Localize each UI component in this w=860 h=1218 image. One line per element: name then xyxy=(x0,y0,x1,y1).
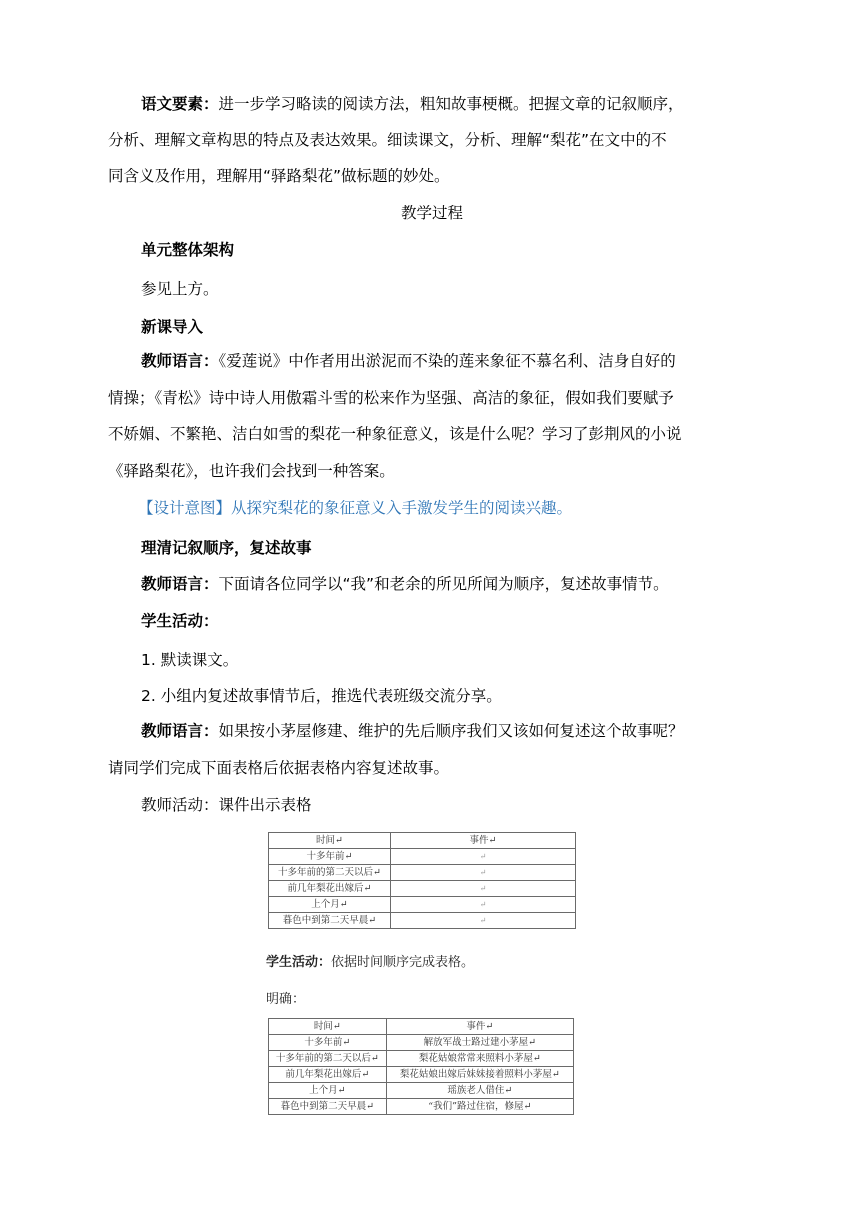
student-activity-label: 学生活动： xyxy=(141,612,219,630)
teacher-language-label: 教师语言： xyxy=(141,352,219,370)
table-cell-time: 前几年梨花出嫁后↵ xyxy=(269,881,391,897)
table-cell-event: ↵ xyxy=(390,881,575,897)
table-cell-event: 解放军战士路过建小茅屋↵ xyxy=(386,1035,573,1051)
table-cell-event: ↵ xyxy=(390,865,575,881)
table-cell-event: ↵ xyxy=(390,897,575,913)
teacher-language-1-line-2: 情操；《青松》诗中诗人用傲霜斗雪的松来作为坚强、高洁的象征，假如我们要赋予 xyxy=(108,389,674,407)
teacher-language-3-line-1: 教师语言：如果按小茅屋修建、维护的先后顺序我们又该如何复述这个故事呢？ xyxy=(141,722,684,740)
table-cell-event: “我们”路过住宿，修屋↵ xyxy=(386,1099,573,1115)
table-header-time: 时间↵ xyxy=(269,833,391,849)
table-row xyxy=(269,1035,574,1051)
clarify-label: 明确： xyxy=(266,992,306,1007)
table-cell-time: 十多年前的第二天以后↵ xyxy=(269,865,391,881)
table-header-event: 事件↵ xyxy=(390,833,575,849)
table-row xyxy=(269,913,576,929)
table-row xyxy=(269,849,576,865)
table-row xyxy=(269,1067,574,1083)
teacher-language-3-line-2: 请同学们完成下面表格后依据表格内容复述故事。 xyxy=(108,759,450,777)
language-elements-label: 语文要素： xyxy=(141,95,219,113)
teacher-language-label: 教师语言： xyxy=(141,722,219,740)
table-cell-time: 十多年前↵ xyxy=(269,849,391,865)
heading-new-lesson: 新课导入 xyxy=(141,318,204,336)
teacher-language-1-line-4: 《驿路梨花》，也许我们会找到一种答案。 xyxy=(108,462,395,480)
teacher-language-2: 教师语言：下面请各位同学以“我”和老余的所见所闻为顺序，复述故事情节。 xyxy=(141,575,669,593)
section-title: 教学过程 xyxy=(400,204,463,222)
heading-narrative-order: 理清记叙顺序，复述故事 xyxy=(141,539,312,557)
timeline-table-answers xyxy=(268,1018,574,1115)
table-row xyxy=(269,1099,574,1115)
teacher-language-1-line-3: 不娇媚、不繁艳、洁白如雪的梨花一种象征意义，该是什么呢？学习了彭荆风的小说 xyxy=(108,425,682,443)
step-2: 2. 小组内复述故事情节后，推选代表班级交流分享。 xyxy=(141,687,502,705)
para-language-elements-line-3: 同含义及作用，理解用“驿路梨花”做标题的妙处。 xyxy=(108,167,450,185)
table-cell-time: 上个月↵ xyxy=(269,1083,387,1099)
table-cell-event: 梨花姑娘常常来照料小茅屋↵ xyxy=(386,1051,573,1067)
heading-unit-structure: 单元整体架构 xyxy=(141,241,235,259)
table-header-event: 事件↵ xyxy=(386,1019,573,1035)
student-activity-label: 学生活动： xyxy=(266,955,332,970)
table-header-row xyxy=(269,1019,574,1035)
table-cell-time: 十多年前的第二天以后↵ xyxy=(269,1051,387,1067)
teacher-activity: 教师活动：课件出示表格 xyxy=(141,796,312,814)
table-row xyxy=(269,865,576,881)
teacher-language-label: 教师语言： xyxy=(141,575,219,593)
table-row xyxy=(269,897,576,913)
table-header-row xyxy=(269,833,576,849)
table-cell-event: 瑶族老人借住↵ xyxy=(386,1083,573,1099)
table-cell-time: 暮色中到第二天早晨↵ xyxy=(269,1099,387,1115)
step-1: 1. 默读课文。 xyxy=(141,651,239,669)
table-cell-time: 上个月↵ xyxy=(269,897,391,913)
table-cell-event: 梨花姑娘出嫁后妹妹接着照料小茅屋↵ xyxy=(386,1067,573,1083)
timeline-table-blank xyxy=(268,832,576,929)
design-intent: 【设计意图】从探究梨花的象征意义入手激发学生的阅读兴趣。 xyxy=(138,499,573,517)
table-cell-time: 暮色中到第二天早晨↵ xyxy=(269,913,391,929)
table-cell-time: 十多年前↵ xyxy=(269,1035,387,1051)
table-row xyxy=(269,1083,574,1099)
see-above-text: 参见上方。 xyxy=(141,280,219,298)
table-row xyxy=(269,1051,574,1067)
student-activity-2: 学生活动：依据时间顺序完成表格。 xyxy=(266,955,475,970)
table-cell-event: ↵ xyxy=(390,849,575,865)
table-cell-time: 前几年梨花出嫁后↵ xyxy=(269,1067,387,1083)
table-cell-event: ↵ xyxy=(390,913,575,929)
teacher-language-1-line-1: 教师语言：《爱莲说》中作者用出淤泥而不染的莲来象征不慕名利、洁身自好的 xyxy=(141,352,676,370)
para-language-elements-line-1: 语文要素：进一步学习略读的阅读方法，粗知故事梗概。把握文章的记叙顺序， xyxy=(141,95,684,113)
table-header-time: 时间↵ xyxy=(269,1019,387,1035)
table-row xyxy=(269,881,576,897)
para-language-elements-line-2: 分析、理解文章构思的特点及表达效果。细读课文，分析、理解“梨花”在文中的不 xyxy=(108,131,667,149)
